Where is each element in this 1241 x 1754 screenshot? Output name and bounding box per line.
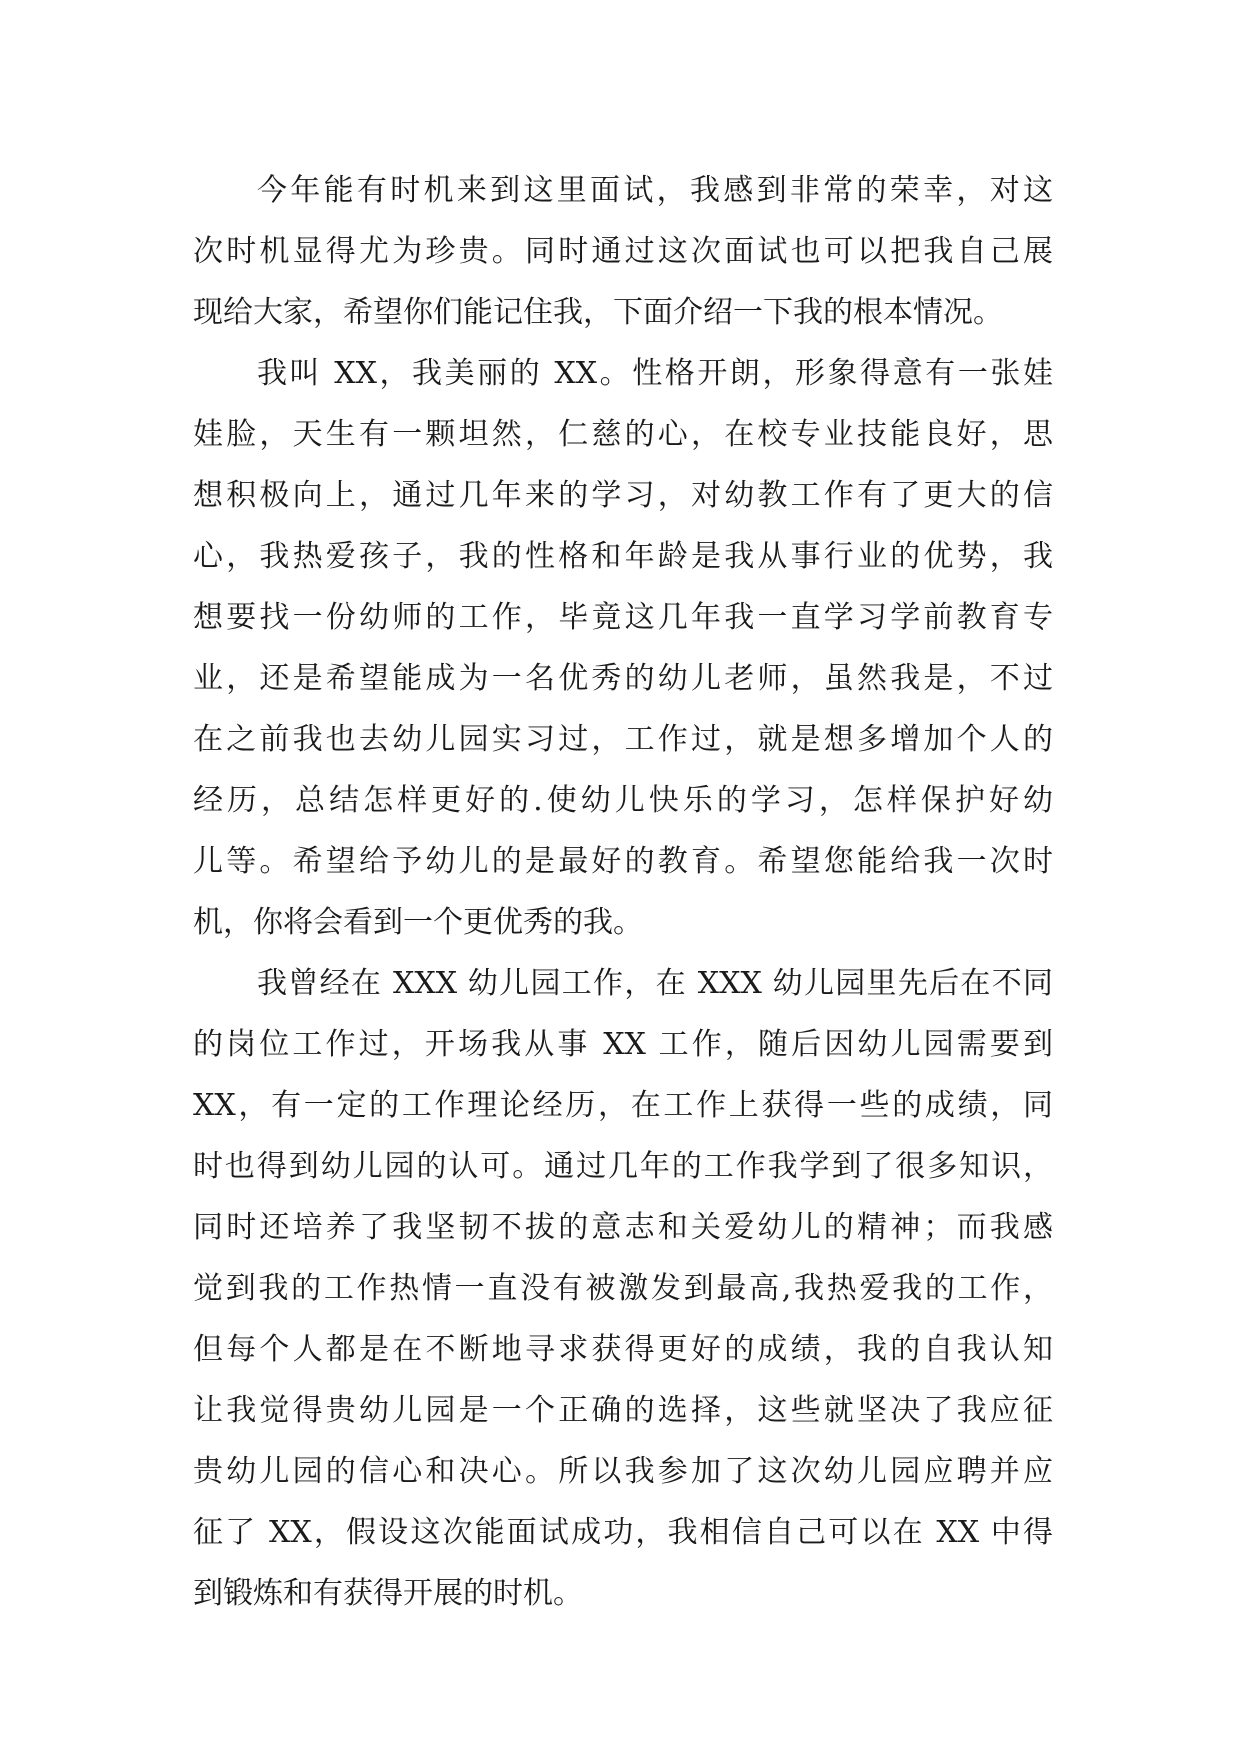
paragraph-line: 想积极向上，通过几年来的学习，对幼教工作有了更大的信	[193, 478, 1053, 513]
paragraph-line: 觉到我的工作热情一直没有被激发到最高,我热爱我的工作，	[193, 1271, 1053, 1306]
paragraph-3	[193, 953, 1053, 1624]
paragraph-2	[193, 343, 1053, 953]
paragraph-line: 现给大家，希望你们能记住我，下面介绍一下我的根本情况。	[193, 295, 1003, 330]
paragraph-line: 让我觉得贵幼儿园是一个正确的选择，这些就坚决了我应征	[193, 1393, 1053, 1428]
paragraph-line: 在之前我也去幼儿园实习过，工作过，就是想多增加个人的	[193, 722, 1053, 757]
paragraph-line: 同时还培养了我坚韧不拔的意志和关爱幼儿的精神；而我感	[193, 1210, 1053, 1245]
paragraph-line: 时也得到幼儿园的认可。通过几年的工作我学到了很多知识，	[193, 1149, 1053, 1184]
paragraph-line: 想要找一份幼师的工作，毕竟这几年我一直学习学前教育专	[193, 600, 1053, 635]
paragraph-line: 到锻炼和有获得开展的时机。	[193, 1576, 583, 1611]
paragraph-line: 业，还是希望能成为一名优秀的幼儿老师，虽然我是，不过	[193, 661, 1053, 696]
paragraph-line: 娃脸，天生有一颗坦然，仁慈的心，在校专业技能良好，思	[193, 417, 1053, 452]
paragraph-line: 但每个人都是在不断地寻求获得更好的成绩，我的自我认知	[193, 1332, 1053, 1367]
paragraph-line: 经历，总结怎样更好的.使幼儿快乐的学习，怎样保护好幼	[193, 783, 1053, 818]
paragraph-line: 我叫 XX，我美丽的 XX。性格开朗，形象得意有一张娃	[257, 356, 1053, 391]
paragraph-line: 儿等。希望给予幼儿的是最好的教育。希望您能给我一次时	[193, 844, 1053, 879]
paragraph-line: 次时机显得尤为珍贵。同时通过这次面试也可以把我自己展	[193, 234, 1053, 269]
paragraph-line: 征了 XX，假设这次能面试成功，我相信自己可以在 XX 中得	[193, 1515, 1053, 1550]
paragraph-1	[193, 160, 1053, 343]
paragraph-line: 心，我热爱孩子，我的性格和年龄是我从事行业的优势，我	[193, 539, 1053, 574]
document-body	[193, 160, 1053, 1624]
paragraph-line: 机，你将会看到一个更优秀的我。	[193, 905, 643, 940]
paragraph-line: 的岗位工作过，开场我从事 XX 工作，随后因幼儿园需要到	[193, 1027, 1053, 1062]
paragraph-line: 今年能有时机来到这里面试，我感到非常的荣幸，对这	[257, 173, 1053, 208]
paragraph-line: 我曾经在 XXX 幼儿园工作，在 XXX 幼儿园里先后在不同	[257, 966, 1053, 1001]
paragraph-line: 贵幼儿园的信心和决心。所以我参加了这次幼儿园应聘并应	[193, 1454, 1053, 1489]
paragraph-line: XX，有一定的工作理论经历，在工作上获得一些的成绩，同	[193, 1088, 1053, 1123]
